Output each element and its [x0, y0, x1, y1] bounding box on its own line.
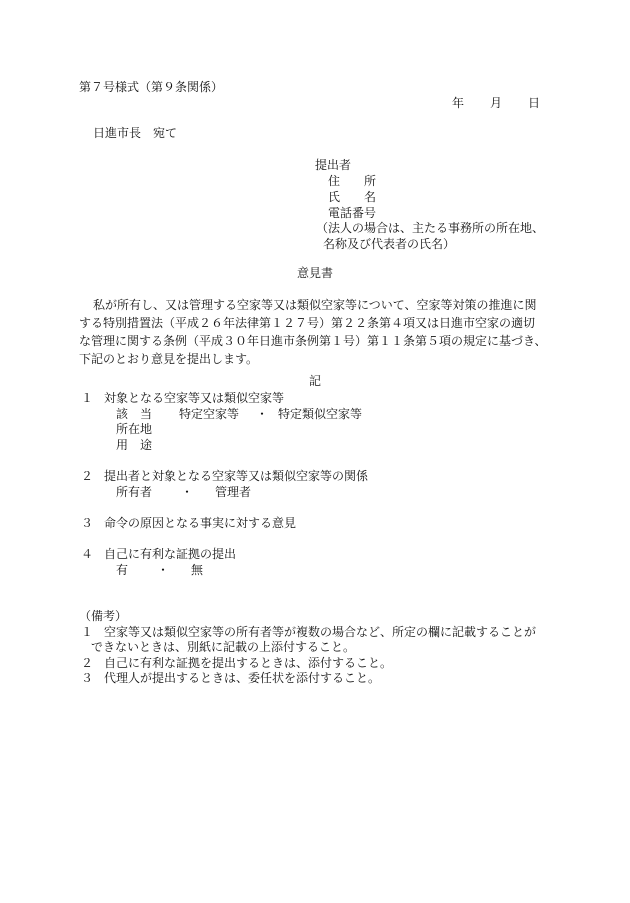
document-title: 意見書 [297, 266, 334, 280]
submitter-name-label: 氏 名 [328, 190, 377, 204]
item4-number: ４ [81, 547, 94, 561]
item1-title: 対象となる空家等又は類似空家等 [104, 391, 285, 405]
remark1-line1: 空家等又は類似空家等の所有者等が複数の場合など、所定の欄に記載することが [104, 625, 537, 639]
item2-number: ２ [81, 469, 94, 483]
body-line: する特別措置法（平成２６年法律第１２７号）第２２条第４項又は日進市空家の適切 [79, 316, 536, 330]
item1-number: １ [81, 391, 94, 405]
date-year-label: 年 [452, 96, 465, 110]
item1-usage-label: 用 途 [116, 438, 153, 452]
item4-title: 自己に有利な証拠の提出 [104, 547, 237, 561]
item3-title: 命令の原因となる事実に対する意見 [104, 516, 297, 530]
body-line: 下記のとおり意見を提出します。 [79, 352, 259, 366]
submitter-note-line2: 名称及び代表者の氏名） [323, 237, 456, 251]
ki-heading: 記 [309, 374, 322, 388]
remark2-line1: 自己に有利な証拠を提出するときは、添付すること。 [104, 656, 393, 670]
item3-number: ３ [81, 516, 94, 530]
item2-title: 提出者と対象となる空家等又は類似空家等の関係 [104, 469, 369, 483]
remarks-heading: （備考） [79, 609, 128, 623]
remark1-number: １ [81, 625, 94, 639]
body-line: 私が所有し、又は管理する空家等又は類似空家等について、空家等対策の推進に関 [93, 298, 537, 312]
item1-applicable-label: 該 当 [116, 407, 153, 421]
remark1-line2: できないときは、別紙に記載の上添付すること。 [91, 640, 356, 654]
submitter-phone-label: 電話番号 [328, 206, 377, 220]
addressee: 日進市長 宛て [93, 126, 178, 140]
item4-option-no: 無 [191, 563, 204, 577]
submitter-title: 提出者 [315, 158, 352, 172]
body-line: な管理に関する条例（平成３０年日進市条例第１号）第１１条第５項の規定に基づき、 [79, 334, 547, 348]
date-month-label: 月 [490, 96, 503, 110]
item2-option-owner: 所有者 [116, 485, 153, 499]
item1-option-specified-vacant-house: 特定空家等 [179, 407, 240, 421]
remark3-number: ３ [81, 671, 94, 685]
item1-separator: ・ [256, 407, 269, 421]
item2-option-manager: 管理者 [215, 485, 252, 499]
date-day-label: 日 [528, 96, 541, 110]
item4-option-yes: 有 [116, 563, 129, 577]
remark3-line1: 代理人が提出するときは、委任状を添付すること。 [104, 671, 381, 685]
item1-option-specified-similar-vacant-house: 特定類似空家等 [278, 407, 363, 421]
item4-separator: ・ [157, 563, 170, 577]
body-paragraph [79, 296, 551, 368]
remark2-number: ２ [81, 656, 94, 670]
form-number: 第７号様式（第９条関係） [79, 80, 224, 94]
submitter-note-line1: （法人の場合は、主たる事務所の所在地、 [316, 221, 545, 235]
item1-location-label: 所在地 [116, 422, 153, 436]
item2-separator: ・ [181, 485, 194, 499]
submitter-address-label: 住 所 [328, 174, 377, 188]
